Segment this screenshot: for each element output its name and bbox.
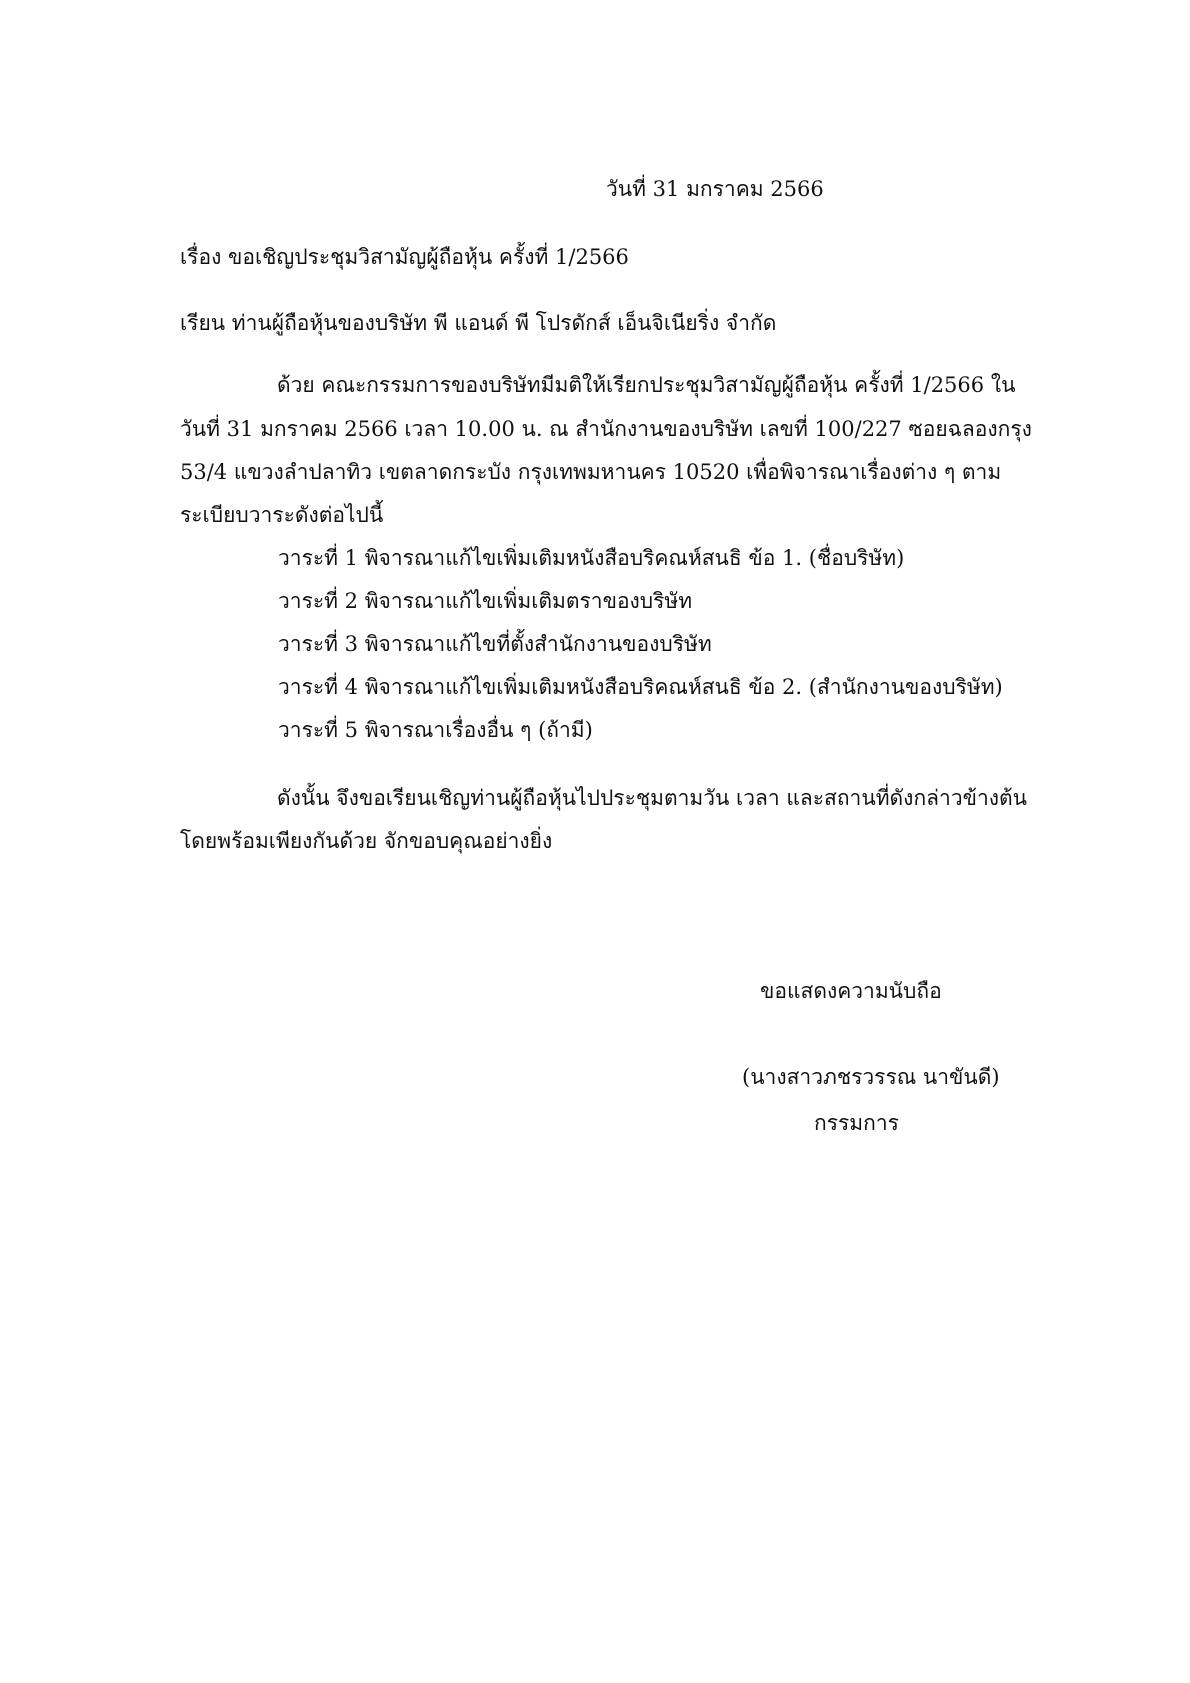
body-paragraph-line: ด้วย คณะกรรมการของบริษัทมีมติให้เรียกประชุมวิสามัญผู้ถือหุ้น ครั้งที่ 1/2566 ใน <box>277 373 1016 397</box>
body-paragraph-line: 53/4 แขวงลำปลาทิว เขตลาดกระบัง กรุงเทพมหานคร 10520 เพื่อพิจารณาเรื่องต่าง ๆ ตาม <box>180 460 1002 484</box>
agenda-item: วาระที่ 1 พิจารณาแก้ไขเพิ่มเติมหนังสือบริคณห์สนธิ ข้อ 1. (ชื่อบริษัท) <box>278 546 905 570</box>
signatory-title: กรรมการ <box>814 1111 899 1135</box>
letter-recipient: เรียน ท่านผู้ถือหุ้นของบริษัท พี แอนด์ พี โปรดักส์ เอ็นจิเนียริ่ง จำกัด <box>180 311 777 335</box>
regards-line: ขอแสดงความนับถือ <box>760 979 942 1003</box>
agenda-item: วาระที่ 4 พิจารณาแก้ไขเพิ่มเติมหนังสือบริคณห์สนธิ ข้อ 2. (สำนักงานของบริษัท) <box>278 675 1003 699</box>
closing-paragraph-line: ดังนั้น จึงขอเรียนเชิญท่านผู้ถือหุ้นไปประชุมตามวัน เวลา และสถานที่ดังกล่าวข้างต้น <box>277 786 1028 810</box>
body-paragraph-line: วันที่ 31 มกราคม 2566 เวลา 10.00 น. ณ สำนักงานของบริษัท เลขที่ 100/227 ซอยฉลองกรุง <box>180 417 1032 441</box>
agenda-item: วาระที่ 2 พิจารณาแก้ไขเพิ่มเติมตราของบริษัท <box>278 589 693 613</box>
letter-subject: เรื่อง ขอเชิญประชุมวิสามัญผู้ถือหุ้น ครั้งที่ 1/2566 <box>180 245 629 269</box>
closing-paragraph-line: โดยพร้อมเพียงกันด้วย จักขอบคุณอย่างยิ่ง <box>180 829 553 853</box>
signatory-name: (นางสาวภชรวรรณ นาขันดี) <box>742 1065 1000 1089</box>
agenda-item: วาระที่ 5 พิจารณาเรื่องอื่น ๆ (ถ้ามี) <box>278 718 593 742</box>
agenda-item: วาระที่ 3 พิจารณาแก้ไขที่ตั้งสำนักงานของบริษัท <box>278 632 712 656</box>
letter-date: วันที่ 31 มกราคม 2566 <box>606 177 824 201</box>
body-paragraph-line: ระเบียบวาระดังต่อไปนี้ <box>180 503 384 527</box>
